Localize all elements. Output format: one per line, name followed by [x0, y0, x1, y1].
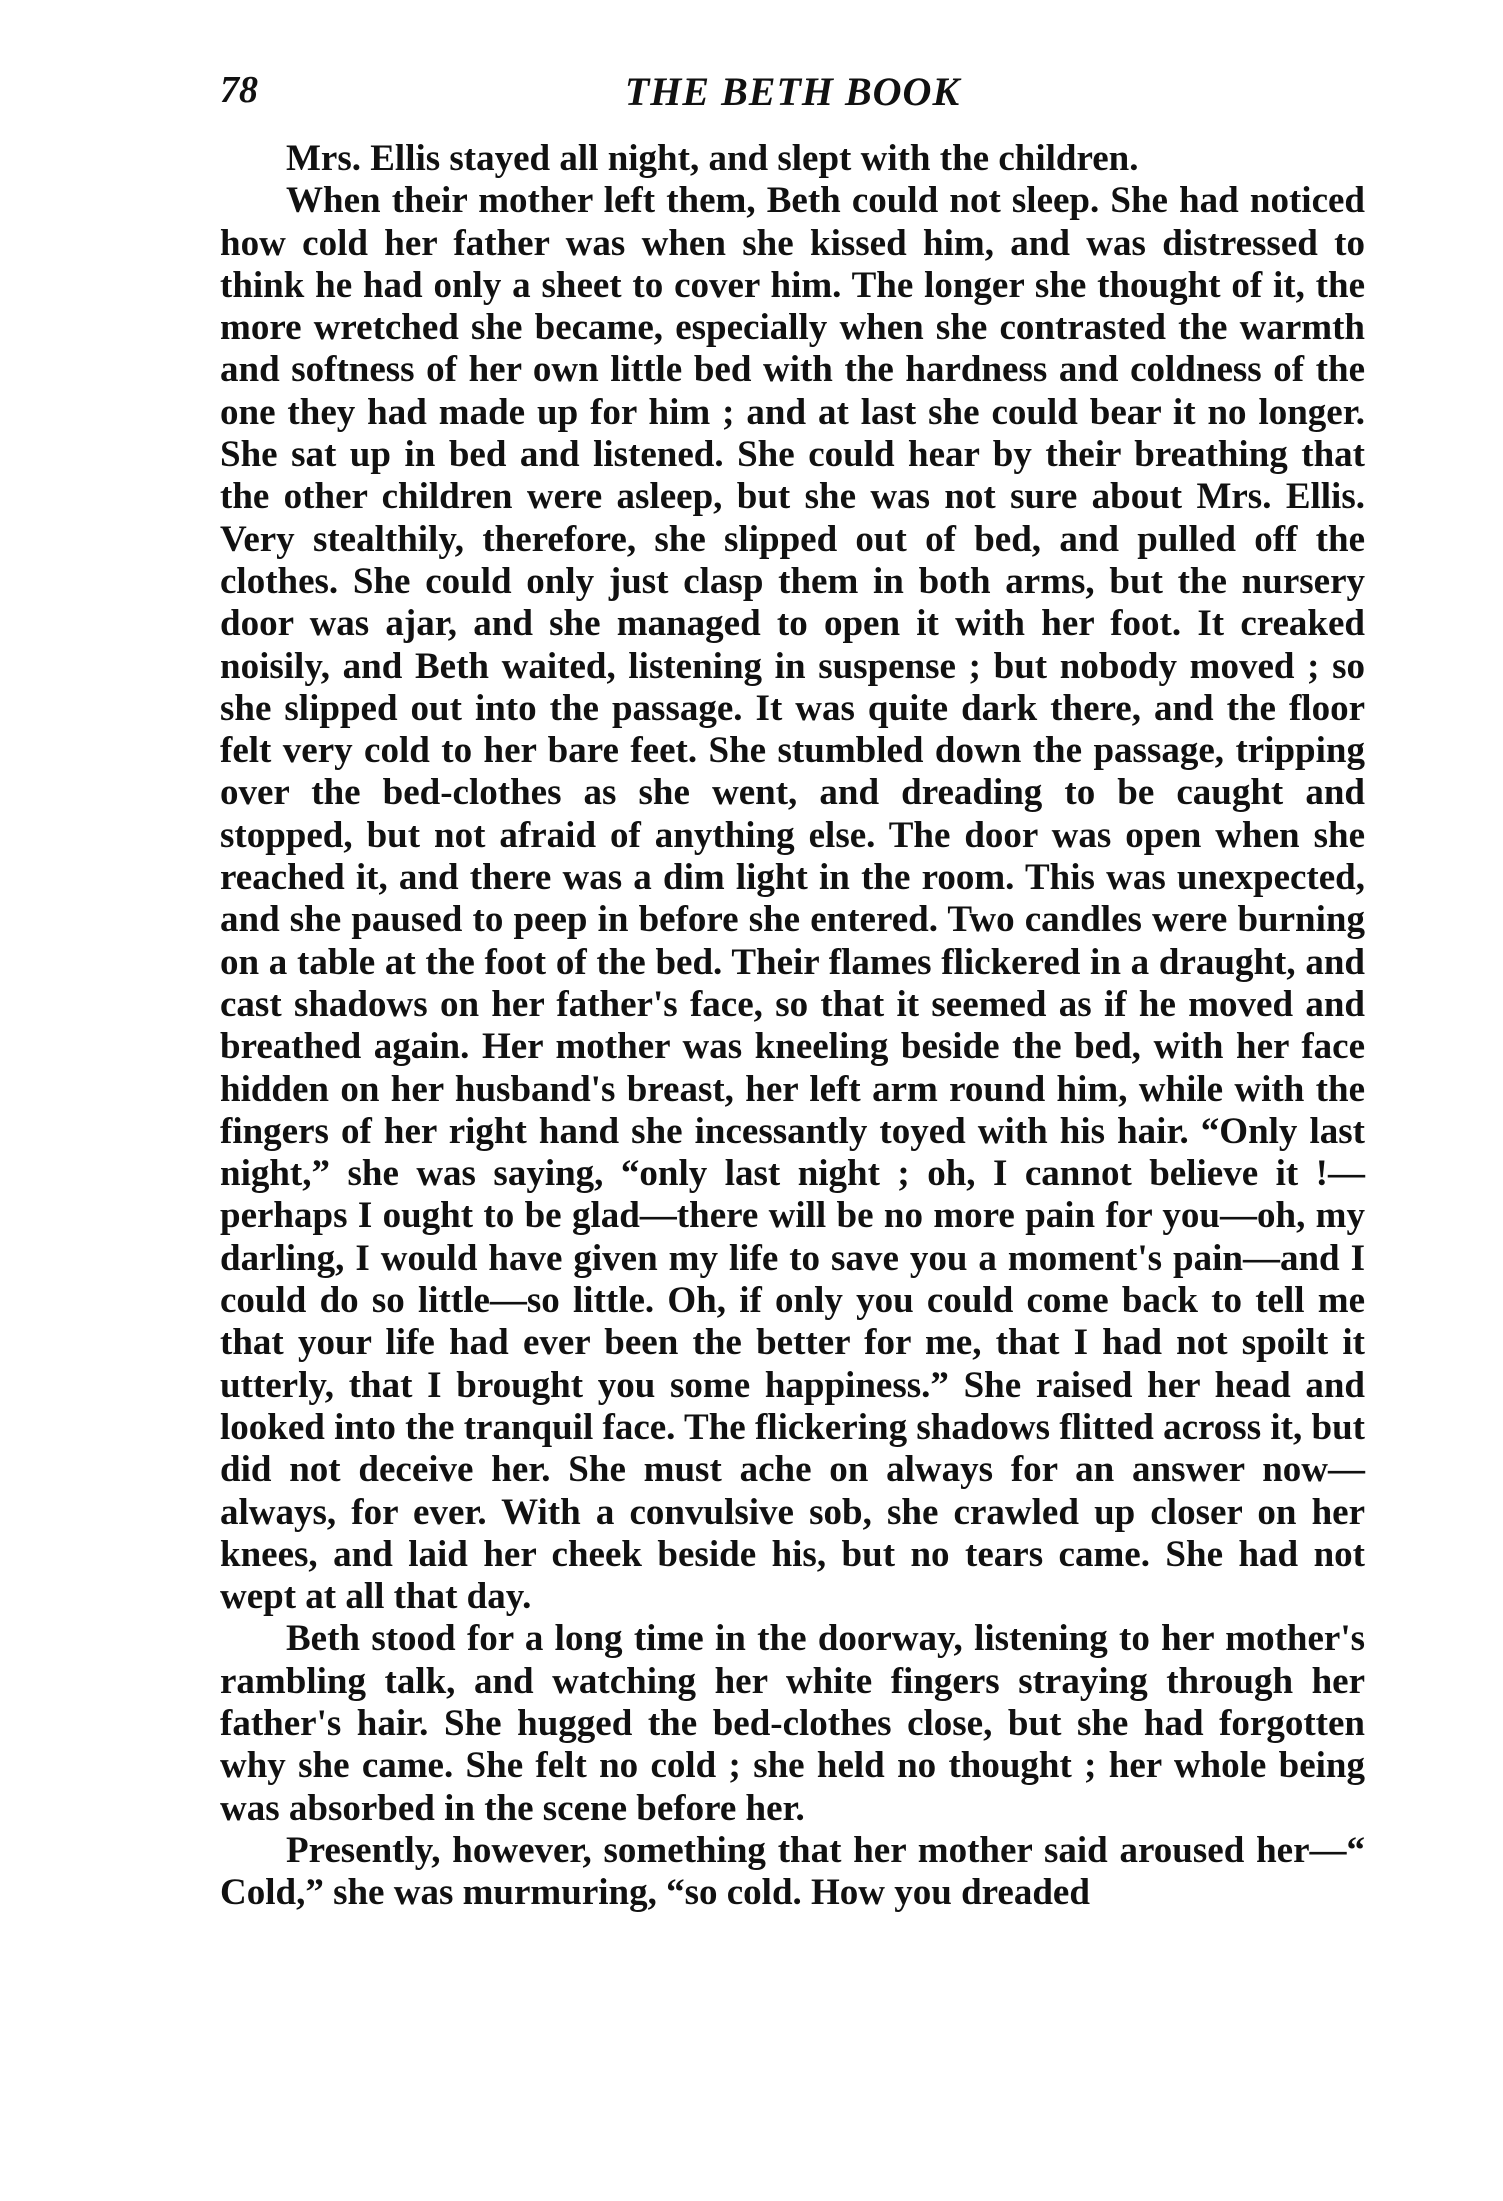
paragraph: Beth stood for a long time in the doorway, listening to her mother's rambling talk, and watching her white fingers straying through her father's hair. She hugged the bed-clothes close, but she had forgotten why she came. She felt no cold ; she held no thought ; her whole being was absorbed in the scene before her.: [220, 1618, 1365, 1829]
running-head: THE BETH BOOK: [624, 69, 961, 114]
page-number: 78: [220, 69, 258, 111]
page-header: [220, 68, 1365, 124]
paragraph: Presently, however, something that her mother said aroused her—“ Cold,” she was murmuring, “so cold. How you dreaded: [220, 1829, 1365, 1914]
body-text: [220, 138, 1365, 1914]
paragraph: When their mother left them, Beth could not sleep. She had noticed how cold her father was when she kissed him, and was distressed to think he had only a sheet to cover him. The longer she thought of it, the more wretched she became, especially when she contrasted the warmth and softness of her own little bed with the hardness and coldness of the one they had made up for him ; and at last she could bear it no longer. She sat up in bed and listened. She could hear by their breathing that the other children were asleep, but she was not sure about Mrs. Ellis. Very stealthily, therefore, she slipped out of bed, and pulled off the clothes. She could only just clasp them in both arms, but the nursery door was ajar, and she managed to open it with her foot. It creaked noisily, and Beth waited, listening in suspense ; but nobody moved ; so she slipped out into the passage. It was quite dark there, and the floor felt very cold to her bare feet. She stumbled down the passage, tripping over the bed-clothes as she went, and dreading to be caught and stopped, but not afraid of anything else. The door was open when she reached it, and there was a dim light in the room. This was unexpected, and she paused to peep in before she entered. Two candles were burning on a table at the foot of the bed. Their flames flickered in a draught, and cast shadows on her father's face, so that it seemed as if he moved and breathed again. Her mother was kneeling beside the bed, with her face hidden on her husband's breast, her left arm round him, while with the fingers of her right hand she incessantly toyed with his hair. “Only last night,” she was saying, “only last night ; oh, I cannot believe it !—perhaps I ought to be glad—there will be no more pain for you—oh, my darling, I would have given my life to save you a moment's pain—and I could do so little—so little. Oh, if only you could come back to tell me that your life had ever been the better for me, that I had not spoilt it utterly, that I brought you some happiness.” She raised her head and looked into the tranquil face. The flickering shadows flitted across it, but did not deceive her. She must ache on always for an answer now—always, for ever. With a convulsive sob, she crawled up closer on her knees, and laid her cheek beside his, but no tears came. She had not wept at all that day.: [220, 180, 1365, 1618]
paragraph: Mrs. Ellis stayed all night, and slept with the children.: [286, 138, 1139, 179]
